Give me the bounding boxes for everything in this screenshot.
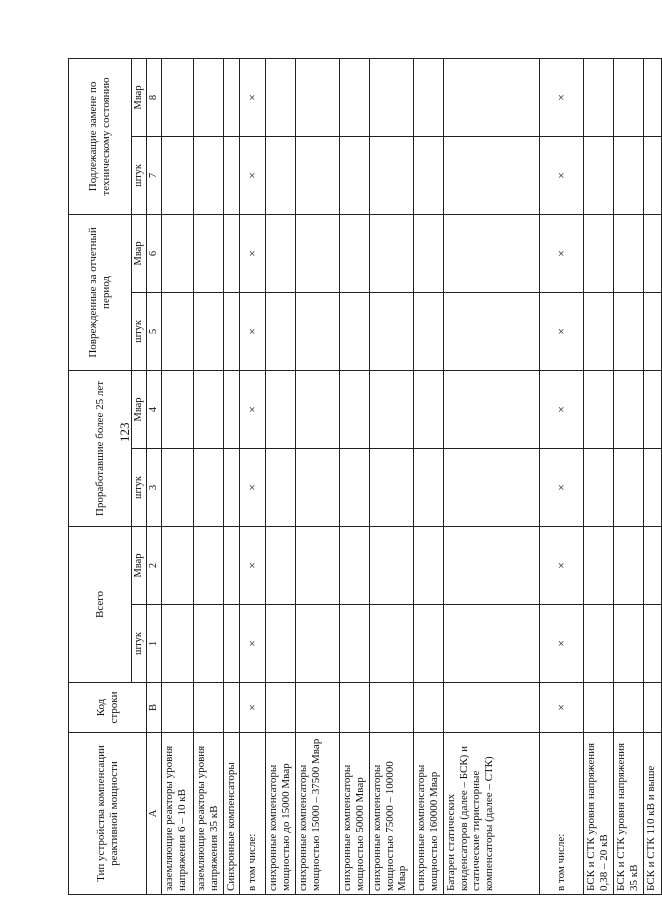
column-label: 1 [147, 605, 162, 683]
row-value-cell [340, 448, 370, 526]
row-value-cell: × [540, 605, 584, 683]
row-value-cell [414, 448, 444, 526]
row-value-cell [370, 292, 414, 370]
reactive-power-compensation-table [68, 58, 662, 895]
row-value-cell [444, 448, 540, 526]
row-value-cell [414, 58, 444, 136]
row-value-cell [444, 214, 540, 292]
column-label: А [147, 733, 162, 895]
row-value-cell [584, 58, 614, 136]
row-value-cell [370, 605, 414, 683]
row-value-cell [370, 214, 414, 292]
row-value-cell [194, 292, 224, 370]
row-value-cell [266, 58, 296, 136]
table-row [296, 58, 340, 894]
row-value-cell [194, 370, 224, 448]
row-value-cell [444, 292, 540, 370]
row-value-cell [644, 136, 662, 214]
row-value-cell [224, 136, 240, 214]
row-value-cell: × [240, 605, 266, 683]
row-value-cell: × [240, 214, 266, 292]
row-value-cell [266, 448, 296, 526]
row-value-cell [162, 292, 194, 370]
row-type-name: синхронные компенсаторы мощностью до 15000 Мвар [266, 733, 296, 895]
row-value-cell: × [540, 526, 584, 604]
row-value-cell [162, 448, 194, 526]
row-value-cell [414, 292, 444, 370]
column-label: В [147, 683, 162, 733]
row-value-cell [644, 605, 662, 683]
table-row [224, 58, 240, 894]
row-type-name: заземляющие реакторы уровня напряжения 35 кВ [194, 733, 224, 895]
row-value-cell [340, 214, 370, 292]
row-value-cell [340, 58, 370, 136]
row-value-cell [370, 370, 414, 448]
page-number: 123 [117, 422, 132, 442]
row-value-cell [296, 292, 340, 370]
table-row [266, 58, 296, 894]
row-value-cell: × [240, 448, 266, 526]
table-row [540, 58, 584, 894]
row-value-cell [614, 605, 644, 683]
column-label: 5 [147, 292, 162, 370]
row-value-cell [414, 370, 444, 448]
row-type-name: синхронные компенсаторы мощностью 50000 Мвар [340, 733, 370, 895]
row-value-cell: × [540, 448, 584, 526]
row-value-cell: × [240, 370, 266, 448]
row-value-cell: × [540, 292, 584, 370]
header-unit-power: Мвар [132, 526, 147, 604]
row-value-cell [266, 292, 296, 370]
table-body [162, 58, 662, 894]
row-value-cell [644, 58, 662, 136]
row-value-cell: × [540, 58, 584, 136]
row-value-cell [414, 605, 444, 683]
row-value-cell [296, 605, 340, 683]
row-value-cell: × [540, 370, 584, 448]
table-row [614, 58, 644, 894]
row-value-cell [584, 605, 614, 683]
row-value-cell [340, 605, 370, 683]
row-value-cell [194, 526, 224, 604]
header-unit-count: штук [132, 448, 147, 526]
column-label: 4 [147, 370, 162, 448]
row-value-cell [614, 370, 644, 448]
row-value-cell [162, 526, 194, 604]
row-type-name: синхронные компенсаторы мощностью 15000 – 37500 Мвар [296, 733, 340, 895]
row-value-cell [584, 526, 614, 604]
row-value-cell [614, 214, 644, 292]
row-type-name: Синхронные компенсаторы [224, 733, 240, 895]
row-value-cell: × [240, 526, 266, 604]
row-value-cell [614, 292, 644, 370]
row-value-cell [614, 136, 644, 214]
header-unit-count: штук [132, 136, 147, 214]
header-group-damaged: Поврежденные за отчетный период [69, 214, 132, 370]
row-value-cell [194, 136, 224, 214]
table-row [370, 58, 414, 894]
row-code [584, 683, 614, 733]
row-type-name: БСК и СТК 110 кВ и выше [644, 733, 662, 895]
row-code [224, 683, 240, 733]
row-value-cell [296, 448, 340, 526]
row-value-cell [296, 58, 340, 136]
column-label: 3 [147, 448, 162, 526]
row-value-cell [340, 136, 370, 214]
header-unit-power: Мвар [132, 58, 147, 136]
header-unit-count: штук [132, 605, 147, 683]
row-value-cell [644, 214, 662, 292]
row-code [644, 683, 662, 733]
header-unit-count: штук [132, 292, 147, 370]
row-value-cell [224, 58, 240, 136]
row-value-cell [414, 526, 444, 604]
row-value-cell [194, 214, 224, 292]
column-label: 6 [147, 214, 162, 292]
table-row [340, 58, 370, 894]
row-value-cell: × [240, 136, 266, 214]
row-value-cell: × [540, 136, 584, 214]
row-value-cell [444, 605, 540, 683]
row-type-name: в том числе: [240, 733, 266, 895]
row-value-cell [444, 58, 540, 136]
row-value-cell [296, 526, 340, 604]
row-value-cell [614, 526, 644, 604]
row-value-cell [584, 370, 614, 448]
row-value-cell [266, 214, 296, 292]
row-value-cell [266, 136, 296, 214]
row-value-cell [296, 214, 340, 292]
row-value-cell [370, 448, 414, 526]
row-code [266, 683, 296, 733]
row-value-cell [266, 605, 296, 683]
row-value-cell [296, 136, 340, 214]
row-value-cell [162, 214, 194, 292]
row-type-name: БСК и СТК уровня напряжения 0,38 – 20 кВ [584, 733, 614, 895]
row-value-cell [194, 448, 224, 526]
row-value-cell [370, 58, 414, 136]
row-value-cell [414, 214, 444, 292]
row-value-cell [644, 292, 662, 370]
row-code [296, 683, 340, 733]
row-value-cell [584, 214, 614, 292]
row-value-cell: × [240, 58, 266, 136]
row-code [414, 683, 444, 733]
row-value-cell [340, 292, 370, 370]
row-type-name: БСК и СТК уровня напряжения 35 кВ [614, 733, 644, 895]
report-table-sheet [68, 59, 658, 895]
table-row [644, 58, 662, 894]
row-code: × [240, 683, 266, 733]
row-value-cell [266, 526, 296, 604]
row-code [614, 683, 644, 733]
header-code: Код строки [69, 683, 147, 733]
row-value-cell [296, 370, 340, 448]
row-value-cell [584, 292, 614, 370]
row-value-cell [370, 136, 414, 214]
row-value-cell [444, 526, 540, 604]
row-value-cell [162, 136, 194, 214]
row-value-cell [644, 370, 662, 448]
row-value-cell: × [240, 292, 266, 370]
header-group-total: Всего [69, 526, 132, 682]
row-value-cell [584, 448, 614, 526]
row-type-name: синхронные компенсаторы мощностью 75000 – 100000 Мвар [370, 733, 414, 895]
column-label: 2 [147, 526, 162, 604]
row-code [370, 683, 414, 733]
row-value-cell [614, 448, 644, 526]
column-label: 7 [147, 136, 162, 214]
row-value-cell [584, 136, 614, 214]
row-value-cell [224, 448, 240, 526]
table-row [444, 58, 540, 894]
row-value-cell [224, 292, 240, 370]
column-label: 8 [147, 58, 162, 136]
row-value-cell [340, 370, 370, 448]
table-row [162, 58, 194, 894]
row-value-cell [644, 448, 662, 526]
row-value-cell [162, 605, 194, 683]
row-value-cell [162, 370, 194, 448]
row-value-cell [224, 370, 240, 448]
row-value-cell [614, 58, 644, 136]
row-code [340, 683, 370, 733]
row-code [194, 683, 224, 733]
row-value-cell [340, 526, 370, 604]
row-value-cell [194, 58, 224, 136]
row-value-cell [162, 58, 194, 136]
row-value-cell [224, 605, 240, 683]
table-row [240, 58, 266, 894]
table-row [194, 58, 224, 894]
row-code [162, 683, 194, 733]
table-row [584, 58, 614, 894]
row-value-cell [644, 526, 662, 604]
row-value-cell [266, 370, 296, 448]
row-code: × [540, 683, 584, 733]
row-code [444, 683, 540, 733]
row-value-cell [224, 214, 240, 292]
row-type-name: Батареи статических конденсаторов (далее – БСК) и статические тиристорные компенсаторы (далее – СТК) [444, 733, 540, 895]
header-type: Тип устройства компенсации реактивной мощности [69, 733, 147, 895]
header-unit-power: Мвар [132, 370, 147, 448]
row-value-cell: × [540, 214, 584, 292]
row-value-cell [370, 526, 414, 604]
row-value-cell [224, 526, 240, 604]
row-value-cell [194, 605, 224, 683]
row-type-name: в том числе: [540, 733, 584, 895]
row-value-cell [414, 136, 444, 214]
header-group-replacement: Подлежащие замене по техническому состоянию [69, 58, 132, 214]
table-row [414, 58, 444, 894]
row-value-cell [444, 136, 540, 214]
header-unit-power: Мвар [132, 214, 147, 292]
header-group-over-25-years: Проработавшие более 25 лет [69, 370, 132, 526]
row-type-name: синхронные компенсаторы мощностью 160000 Мвар [414, 733, 444, 895]
row-value-cell [444, 370, 540, 448]
row-type-name: заземляющие реакторы уровня напряжения 6 – 10 кВ [162, 733, 194, 895]
